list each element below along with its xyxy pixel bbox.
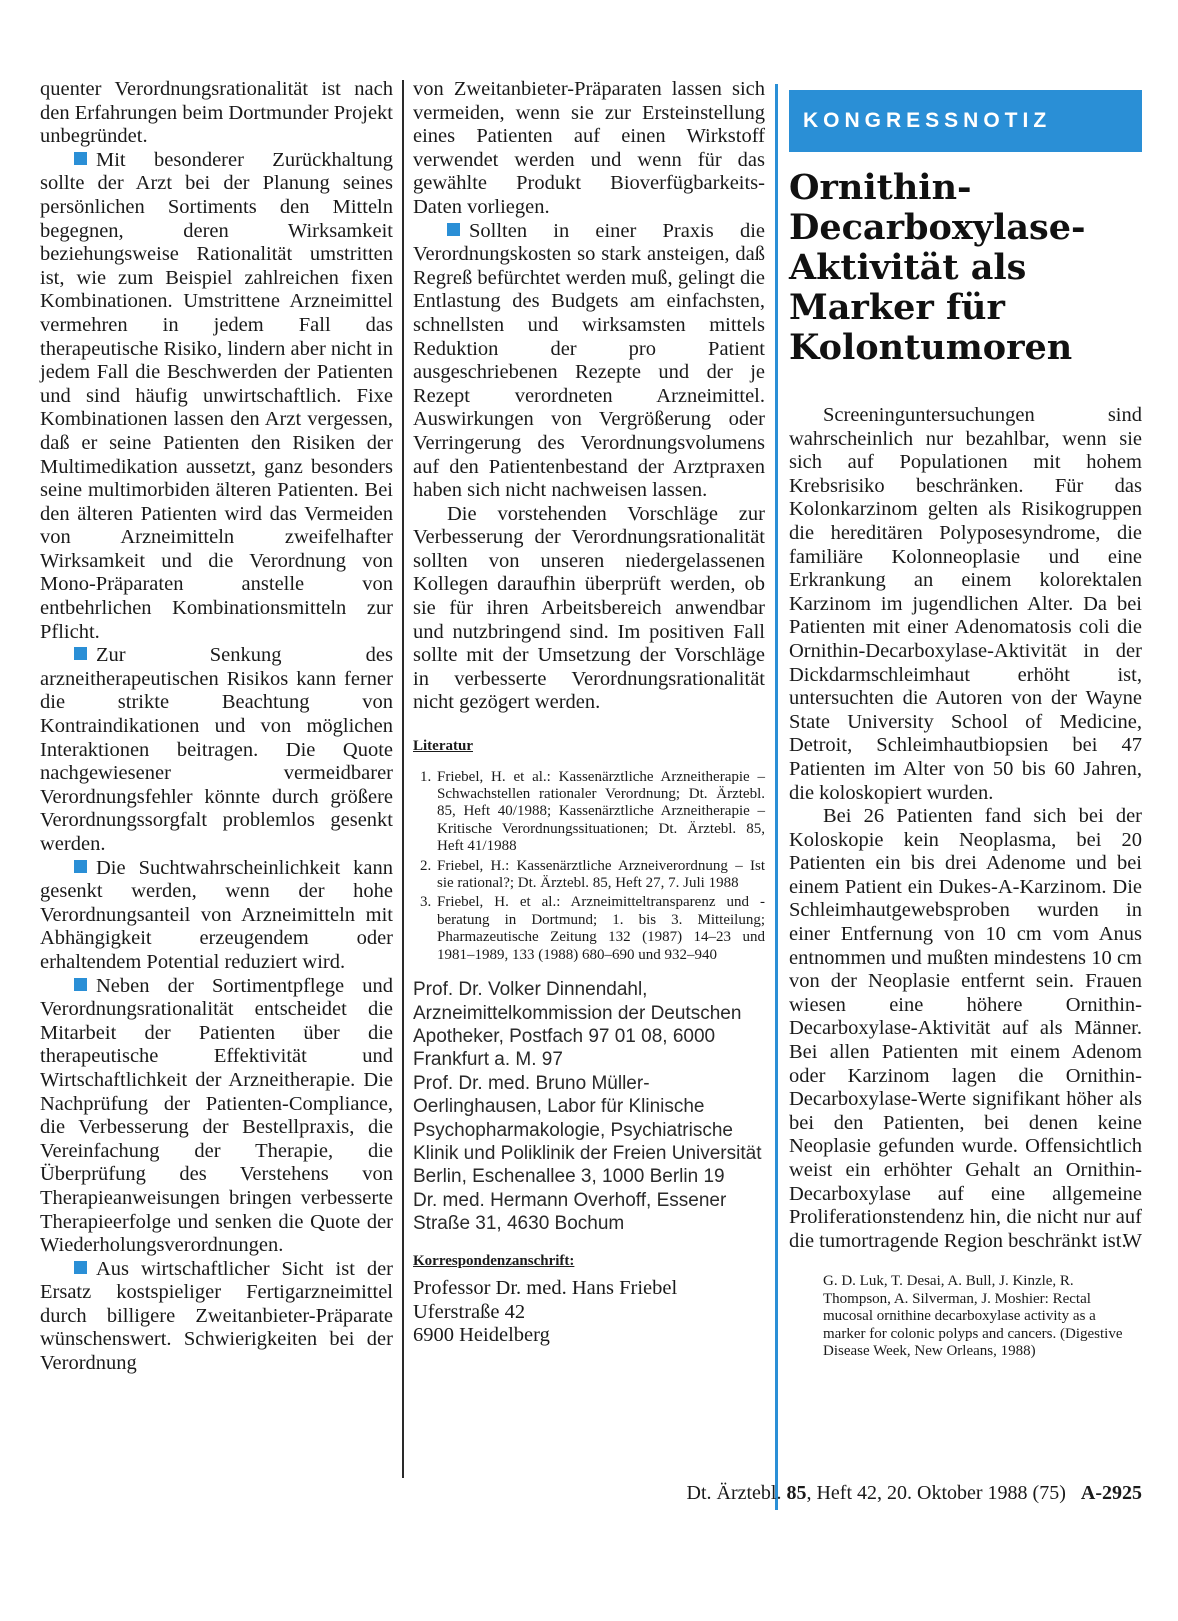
paragraph: von Zweitanbieter-Präparaten lassen sich vermeiden, wenn sie zur Ersteinstellung eines Patienten auf einen Wirkstoff verwendet werden und wenn für das gewählte Produkt Bioverfügbarkeits-Daten vorliegen. [413, 78, 765, 218]
bullet-paragraph: Zur Senkung des arzneitherapeutischen Risikos kann ferner die strikte Beachtung von Kontraindikationen und von möglichen Interaktionen beitragen. Die Quote nachgewiesener vermeidbarer Verordnungsfehler könnte durch größere Verordnungssorgfalt problemlos gesenkt werden. [40, 644, 393, 855]
reference-item: 3. Friebel, H. et al.: Arzneimitteltransparenz und -beratung in Dortmund; 1. bis 3. Mitteilung; Pharmazeutische Zeitung 132 (1987) 14–23 und 1981–1989, 133 (1988) 680–690 und 932–940 [435, 894, 765, 964]
correspondence-line: Professor Dr. med. Hans Friebel [413, 1277, 678, 1300]
correspondence-heading: Korrespondenzanschrift: [413, 1252, 575, 1269]
author-initial: W [1122, 1229, 1142, 1252]
article-headline: Ornithin-Decarboxylase-Aktivität als Marker für Kolontumoren [789, 167, 1086, 368]
author-address: Dr. med. Hermann Overhoff, Essener Straße 31, 4630 Bochum [413, 1189, 727, 1235]
author-address: Prof. Dr. med. Bruno Müller-Oerlinghausen, Labor für Klinische Psychopharmakologie, Psychiatrische Klinik und Poliklinik der Freien Universität Berlin, Eschenallee 3, 1000 Berlin 19 [413, 1072, 762, 1188]
journal-name: Dt. Ärztebl. [686, 1482, 782, 1504]
issue-info: , Heft 42, 20. Oktober 1988 (75) [806, 1482, 1066, 1504]
paragraph: Die vorstehenden Vorschläge zur Verbesserung der Verordnungsrationalität sollten von unseren niedergelassenen Kollegen daraufhin überprüft werden, ob sie für ihren Arbeitsbereich anwendbar und nutzbringend sind. Im positiven Fall sollte mit der Umsetzung der Vorschläge in verbesserte Verordnungsrationalität nicht gezögert werden. [413, 502, 765, 714]
author-address: Prof. Dr. Volker Dinnendahl, Arzneimittelkommission der Deutschen Apotheker, Postfach 97 01 08, 6000 Frankfurt a. M. 97 [413, 979, 742, 1071]
paragraph: Screeninguntersuchungen sind wahrscheinlich nur bezahlbar, wenn sie sich auf Populationen mit hohem Krebsrisiko beschränken. Für das Kolonkarzinom gelten als Risikogruppen die hereditären Polyposesyndrome, die familiäre Kolonneoplasie und eine Erkrankung an einem kolorektalen Karzinom im jugendlichen Alter. Da bei Patienten mit einer Adenomatosis coli die Ornithin-Decarboxylase-Aktivität in der Dickdarmschleimhaut erhöht ist, untersuchten die Autoren von der Wayne State University School of Medicine, Detroit, Schleimhautbiopsien bei 47 Patienten im Alter von 50 bis 60 Jahren, die koloskopiert wurden. [789, 404, 1142, 804]
section-kicker-banner: KONGRESSNOTIZ [789, 90, 1142, 152]
reference-item: 2. Friebel, H.: Kassenärztliche Arzneiverordnung – Ist sie rational?; Dt. Ärztebl. 85, Heft 27, 7. Juli 1988 [435, 858, 765, 893]
correspondence-address [413, 1277, 765, 1348]
page-footer [600, 1482, 1142, 1505]
bullet-paragraph: Mit besonderer Zurückhaltung sollte der Arzt bei der Planung seines persönlichen Sortiments den Mitteln begegnen, deren Wirksamkeit beziehungsweise Rationalität umstritten ist, wie zum Beispiel zahlreichen fixen Kombinationen. Umstrittene Arzneimittel vermehren in jedem Fall das therapeutische Risiko, lindern aber nicht in jedem Fall die Beschwerden der Patienten und sind häufig unwirtschaftlich. Fixe Kombinationen lassen den Arzt vergessen, daß er seine Patienten den Risiken der Multimedikation aussetzt, ganz besonders seine multimorbiden älteren Patienten. Bei den älteren Patienten wird das Vermeiden von Arzneimitteln zweifelhafter Wirksamkeit und die Verordnung von Mono-Präparaten anstelle von entbehrlichen Kombinationsmitteln zur Pflicht. [40, 148, 393, 643]
column-2 [413, 78, 765, 1348]
reference-item: 1. Friebel, H. et al.: Kassenärztliche Arzneitherapie – Schwachstellen rationaler Verordnung; Dt. Ärztebl. 85, Heft 40/1988; Kassenärztliche Arzneitherapie – Kritische Verordnungssituationen; Dt. Ärztebl. 85, Heft 41/1988 [435, 769, 765, 856]
reference-list [413, 769, 765, 964]
correspondence-line: Uferstraße 42 [413, 1300, 526, 1323]
bullet-paragraph: Aus wirtschaftlicher Sicht ist der Ersatz kostspieliger Fertigarzneimittel durch billigere Zweitanbieter-Präparate wünschenswert. Schwierigkeiten bei der Verordnung [40, 1257, 393, 1375]
volume-number: 85 [786, 1482, 807, 1504]
correspondence-line: 6900 Heidelberg [413, 1324, 550, 1347]
paragraph: Bei 26 Patienten fand sich bei der Koloskopie kein Neoplasma, bei 20 Patienten ein bis drei Adenome und bei einem Patient ein Dukes-A-Karzinom. Die Schleimhautgewebsproben wurden in einer Entfernung von 10 cm vom Anus entnommen und mußten mindestens 10 cm von der Neoplasie entfernt sein. Frauen wiesen eine höhere Ornithin-Decarboxylase-Aktivität auf als Männer. Bei allen Patienten mit einem Adenom oder Karzinom lagen die Ornithin-Decarboxylase-Werte signifikant höher als bei den Patienten, bei denen keine Neoplasie gefunden wurde. Offensichtlich weist ein erhöhter Gehalt an Ornithin-Decarboxylase auf eine allgemeine Proliferationstendenz hin, die nicht nur auf die tumortragende Region beschränkt ist. [789, 805, 1142, 1252]
paragraph: quenter Verordnungsrationalität ist nach den Erfahrungen beim Dortmunder Projekt unbegründet. [40, 78, 393, 148]
references-heading: Literatur [413, 738, 473, 755]
author-addresses [413, 978, 765, 1235]
column-3 [789, 90, 1142, 1360]
bullet-paragraph: Die Suchtwahrscheinlichkeit kann gesenkt werden, wenn der hohe Verordnungsanteil von Arzneimitteln mit Abhängigkeit erzeugendem oder erhaltendem Potential reduziert wird. [40, 856, 393, 973]
bullet-paragraph: Neben der Sortimentpflege und Verordnungsrationalität entscheidet die Mitarbeit der Patienten über die therapeutische Effektivität und Wirtschaftlichkeit der Arzneitherapie. Die Nachprüfung der Patienten-Compliance, die Verbesserung der Bestellpraxis, die Vereinfachung der Therapie, die Überprüfung des Verstehens von Therapieanweisungen bringen verbesserte Therapieerfolge und senken die Quote der Wiederholungsverordnungen. [40, 974, 393, 1257]
bullet-paragraph: Sollten in einer Praxis die Verordnungskosten so stark ansteigen, daß Regreß befürchtet werden muß, gelingt die Entlastung des Budgets am einfachsten, schnellsten und wirksamsten mittels Reduktion der pro Patient ausgeschriebenen Rezepte und der je Rezept verordneten Arzneimittel. Auswirkungen von Vergrößerung oder Verringerung des Verordnungsvolumens auf den Patientenbestand der Arztpraxen haben sich nicht nachweisen lassen. [413, 219, 765, 502]
source-citation: G. D. Luk, T. Desai, A. Bull, J. Kinzle, R. Thompson, A. Silverman, J. Moshier: Rectal mucosal ornithine decarboxylase activity as a marker for colonic polyps and cancers. (Digestive Disease Week, New Orleans, 1988) [823, 1273, 1123, 1359]
column-1 [40, 78, 393, 1376]
column-divider-accent [775, 84, 778, 1510]
column-divider-left [402, 80, 404, 1478]
page-number: A-2925 [1080, 1482, 1142, 1504]
